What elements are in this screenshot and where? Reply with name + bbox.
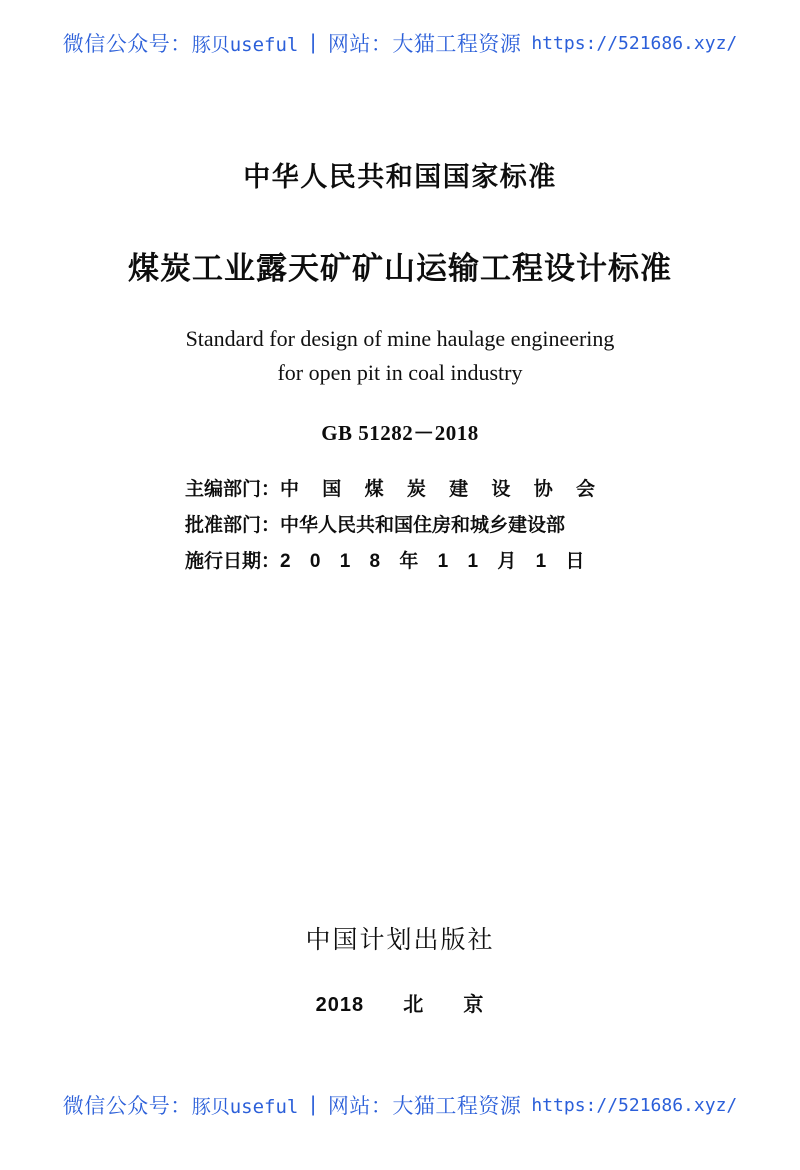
metadata-block	[0, 474, 800, 573]
publication-city-part2: 京	[463, 994, 485, 1016]
meta-value-approval-department: 中华人民共和国住房和城乡建设部	[280, 515, 566, 536]
watermark-url[interactable]: https://521686.xyz/	[531, 32, 738, 54]
meta-row-effective-date	[185, 546, 615, 573]
english-title-line1: Standard for design of mine haulage engineering	[185, 326, 615, 351]
watermark-site-name: 大猫工程资源	[392, 33, 522, 56]
meta-label-approval-department: 批准部门：	[185, 515, 281, 536]
national-standard-heading: 中华人民共和国国家标准	[243, 162, 557, 192]
watermark-separator-bottom: |	[310, 1093, 316, 1116]
watermark-site-label: 网站：	[327, 33, 393, 56]
watermark-top	[0, 28, 800, 58]
meta-label-chief-department: 主编部门：	[185, 479, 281, 500]
meta-row-approval-department	[185, 510, 615, 537]
watermark-bottom	[0, 1090, 800, 1120]
watermark-separator: |	[310, 31, 316, 54]
english-title	[0, 322, 800, 390]
watermark-site-label-bottom: 网站：	[327, 1095, 393, 1118]
watermark-wechat-label: 微信公众号：	[62, 33, 192, 56]
watermark-account: 豚贝useful	[191, 33, 299, 56]
watermark-site-name-bottom: 大猫工程资源	[392, 1095, 522, 1118]
publication-date	[0, 988, 800, 1017]
publisher-name: 中国计划出版社	[305, 926, 495, 954]
watermark-account-bottom: 豚贝useful	[191, 1095, 299, 1118]
publication-year: 2018	[315, 994, 365, 1016]
watermark-wechat-label-bottom: 微信公众号：	[62, 1095, 192, 1118]
standard-code: GB 51282－2018	[321, 421, 479, 445]
page-title: 煤炭工业露天矿矿山运输工程设计标准	[128, 251, 672, 286]
publication-city-part1: 北	[403, 994, 425, 1016]
meta-label-effective-date: 施行日期：	[185, 551, 281, 572]
english-title-line2: for open pit in coal industry	[277, 360, 523, 385]
meta-value-effective-date: 2 0 1 8 年 1 1 月 1 日	[280, 551, 592, 572]
meta-row-chief-department	[185, 474, 615, 501]
watermark-url-bottom[interactable]: https://521686.xyz/	[531, 1094, 738, 1116]
meta-value-chief-department: 中 国 煤 炭 建 设 协 会	[280, 479, 604, 500]
